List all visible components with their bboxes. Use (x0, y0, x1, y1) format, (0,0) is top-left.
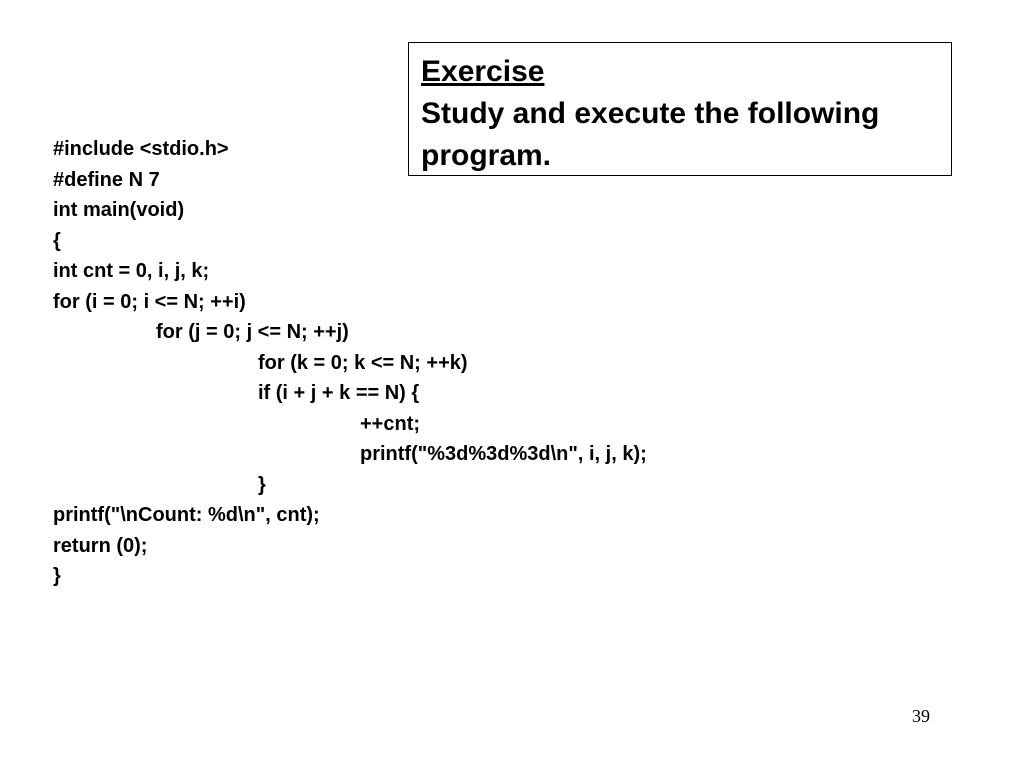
code-line: for (j = 0; j <= N; ++j) (156, 321, 349, 343)
exercise-title: Exercise (421, 55, 545, 88)
code-line: printf("\nCount: %d\n", cnt); (53, 504, 320, 526)
code-line: } (53, 565, 61, 587)
code-line: ++cnt; (360, 412, 421, 435)
page-number: 39 (912, 706, 930, 726)
code-line: printf("%3d%3d%3d\n", i, j, k); (360, 443, 647, 465)
code-line: if (i + j + k == N) { (258, 382, 420, 404)
code-line: #define N 7 (53, 168, 160, 191)
code-line: for (i = 0; i <= N; ++i) (53, 290, 246, 313)
code-listing (53, 134, 647, 592)
code-line: { (53, 229, 61, 252)
exercise-instructions: Study and execute the following program. (421, 97, 880, 172)
code-line: #include <stdio.h> (53, 138, 229, 160)
code-line: } (258, 473, 266, 496)
code-line: for (k = 0; k <= N; ++k) (258, 351, 468, 374)
code-line: int main(void) (53, 199, 185, 221)
code-line: return (0); (53, 534, 148, 557)
code-line: int cnt = 0, i, j, k; (53, 260, 210, 282)
